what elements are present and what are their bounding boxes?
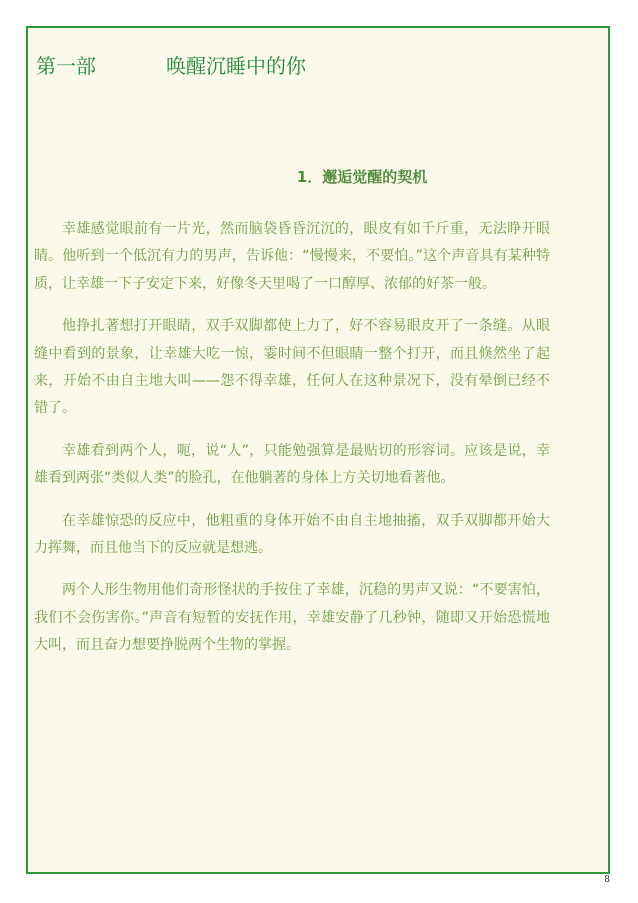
paragraph: 幸雄看到两个人，呃，说“人”，只能勉强算是最贴切的形容词。应该是说，幸雄看到两张“类似人类”的脸孔，在他躺著的身体上方关切地看著他。 bbox=[34, 442, 550, 487]
paragraph: 幸雄感觉眼前有一片光，然而脑袋昏昏沉沉的，眼皮有如千斤重，无法睁开眼睛。他听到一个低沉有力的男声，告诉他：“慢慢来，不要怕。”这个声音具有某种特质，让幸雄一下子安定下来，好像冬天里喝了一口醇厚、浓郁的好茶一般。 bbox=[34, 221, 550, 292]
chapter-part-label: 第一部 bbox=[36, 54, 96, 78]
paragraph: 在幸雄惊恐的反应中，他粗重的身体开始不由自主地抽搐，双手双脚都开始大力挥舞，而且他当下的反应就是想逃。 bbox=[34, 512, 550, 557]
section-title: 1．邂逅觉醒的契机 bbox=[296, 168, 428, 186]
body-text bbox=[34, 216, 550, 675]
chapter-name: 唤醒沉睡中的你 bbox=[166, 54, 306, 78]
page-number: 8 bbox=[604, 875, 610, 885]
paragraph: 他挣扎著想打开眼睛，双手双脚都使上力了，好不容易眼皮开了一条缝。从眼缝中看到的景象，让幸雄大吃一惊，霎时间不但眼睛一整个打开，而且倏然坐了起来，开始不由自主地大叫——怨不得幸雄，任何人在这种景况下，没有晕倒已经不错了。 bbox=[34, 318, 550, 417]
paragraph: 两个人形生物用他们奇形怪状的手按住了幸雄，沉稳的男声又说：“不要害怕，我们不会伤害你。”声音有短暂的安抚作用，幸雄安静了几秒钟，随即又开始恐慌地大叫，而且奋力想要挣脱两个生物的掌握。 bbox=[34, 582, 550, 654]
chapter-title bbox=[36, 52, 306, 80]
